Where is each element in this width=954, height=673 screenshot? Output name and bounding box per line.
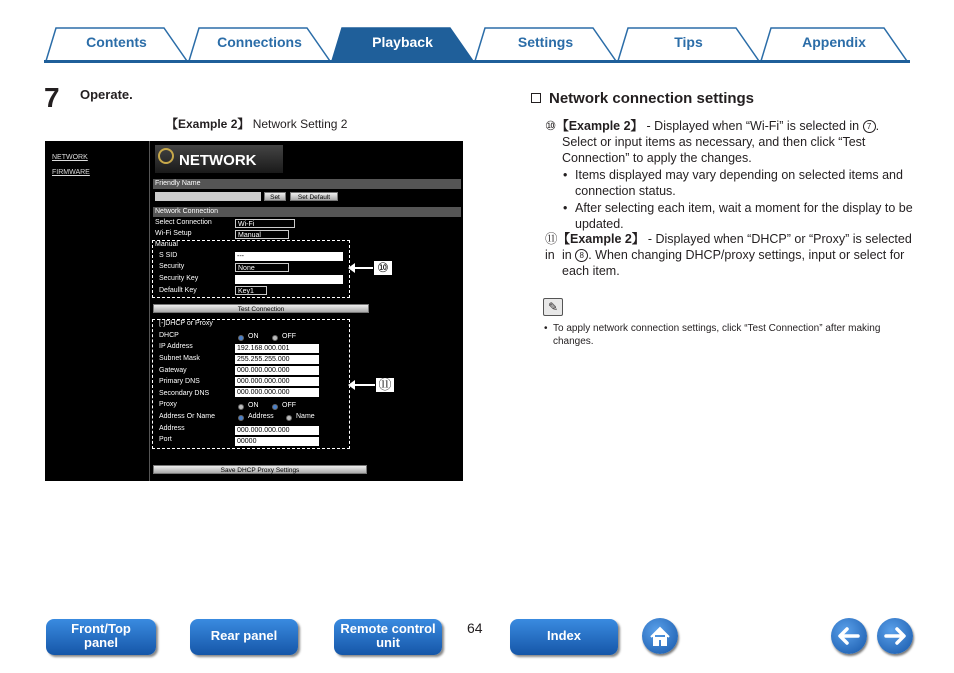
index-label: Index <box>547 628 581 643</box>
item-11-number: ⑪ <box>545 232 558 246</box>
dhcp-on-label: ON <box>248 333 259 340</box>
web-sidenav <box>45 141 150 481</box>
proxy-off-label: OFF <box>282 402 296 409</box>
dhcp-proxy-header: [-]DHCP or Proxy <box>159 320 213 327</box>
tab-contents[interactable] <box>44 26 189 61</box>
tab-playback-label: Playback <box>372 34 433 50</box>
address-or-name-label: Address Or Name <box>159 413 216 420</box>
nav-network-link[interactable]: NETWORK <box>52 154 88 161</box>
callout-11-arrow <box>353 384 375 386</box>
port-label: Port <box>159 436 172 443</box>
item-10-tag: 【Example 2】 <box>556 119 644 133</box>
tab-bar <box>44 26 910 62</box>
bullet-2: • After selecting each item, wait a moment for the display to be updated. <box>575 200 915 232</box>
port-input[interactable]: 00000 <box>235 437 319 446</box>
step-text: Operate. <box>80 87 133 102</box>
front-top-line1: Front/Top <box>71 621 131 636</box>
tab-playback[interactable] <box>330 26 475 61</box>
tab-connections-label: Connections <box>217 34 302 50</box>
checkbox-bullet-icon <box>531 93 541 103</box>
dhcp-off-label: OFF <box>282 333 296 340</box>
network-settings-screenshot <box>45 141 463 481</box>
address-radio[interactable] <box>238 415 244 421</box>
bullet-1: • Items displayed may vary depending on selected items and connection status. <box>575 167 915 199</box>
remote-control-unit-button[interactable] <box>334 619 442 655</box>
tab-appendix-label: Appendix <box>802 34 866 50</box>
item-10-number: ⑩ <box>545 119 557 133</box>
gateway-label: Gateway <box>159 367 187 374</box>
callout-10: ⑩ <box>373 260 393 276</box>
secondary-dns-input[interactable]: 000.000.000.000 <box>235 388 319 397</box>
security-label: Security <box>159 263 185 270</box>
home-icon <box>642 618 678 654</box>
proxy-label: Proxy <box>159 401 177 408</box>
address-label: Address <box>159 425 185 432</box>
step-number: 7 <box>44 82 60 113</box>
address-option-label: Address <box>248 413 274 420</box>
callout-10-arrow <box>353 267 373 269</box>
ip-address-label: IP Address <box>159 343 193 350</box>
note-text: • To apply network connection settings, click “Test Connection” after making changes. <box>553 322 893 348</box>
gateway-input[interactable]: 000.000.000.000 <box>235 366 319 375</box>
tab-settings-label: Settings <box>517 34 574 50</box>
security-key-input[interactable] <box>235 275 343 284</box>
network-connection-bar: Network Connection <box>153 207 461 217</box>
proxy-off-radio[interactable] <box>272 404 278 410</box>
tab-tips-label: Tips <box>674 34 703 50</box>
forward-button[interactable] <box>877 618 913 654</box>
ssid-label: S SID <box>159 252 178 259</box>
nav-firmware-link[interactable]: FIRMWARE <box>52 169 90 176</box>
page-number: 64 <box>467 620 483 636</box>
paragraph-11-continued: in 8 . When changing DHCP/proxy settings, input or select for each item. <box>562 248 905 278</box>
set-default-button[interactable]: Set Default <box>290 192 338 201</box>
wifi-setup-select[interactable]: Manual <box>235 230 289 239</box>
front-top-panel-button[interactable] <box>46 619 156 655</box>
dhcp-off-radio[interactable] <box>272 335 278 341</box>
section-title-text: Network connection settings <box>549 90 755 107</box>
primary-dns-input[interactable]: 000.000.000.000 <box>235 377 319 386</box>
ssid-input[interactable]: --- <box>235 252 343 261</box>
globe-icon <box>158 148 174 164</box>
subnet-mask-label: Subnet Mask <box>159 355 200 362</box>
select-connection-label: Select Connection <box>155 219 212 226</box>
name-option-label: Name <box>296 413 315 420</box>
network-title: NETWORK <box>179 152 257 169</box>
item-11-tag: 【Example 2】 <box>557 232 645 246</box>
default-key-label: Defaullt Key <box>159 287 197 294</box>
tab-connections[interactable] <box>187 26 332 61</box>
proxy-on-radio[interactable] <box>238 404 244 410</box>
name-radio[interactable] <box>286 415 292 421</box>
paragraph-10 <box>545 118 915 134</box>
home-button[interactable] <box>642 618 678 654</box>
tab-appendix[interactable] <box>759 26 909 61</box>
primary-dns-label: Primary DNS <box>159 378 200 385</box>
item-11-text1: - Displayed when “DHCP” or “Proxy” is selected in <box>545 232 912 262</box>
ref-8-icon: 8 <box>575 249 588 262</box>
ip-address-input[interactable]: 192.168.000.001 <box>235 344 319 353</box>
front-top-line2: panel <box>84 635 118 650</box>
example-caption <box>166 115 347 132</box>
item-11-text2: . When changing DHCP/proxy settings, input or select for each item. <box>562 248 905 278</box>
remote-line2: unit <box>376 635 400 650</box>
tab-contents-label: Contents <box>86 34 147 50</box>
paragraph-10-continued: Select or input items as necessary, and then click “Test Connection” to apply the changes. <box>562 135 866 165</box>
friendly-name-input[interactable] <box>155 192 261 201</box>
tab-underline <box>44 60 910 63</box>
address-input[interactable]: 000.000.000.000 <box>235 426 319 435</box>
example-caption-text: Network Setting 2 <box>252 117 348 131</box>
callout-11: ⑪ <box>375 377 395 393</box>
ref-7-icon: 7 <box>863 120 876 133</box>
subnet-mask-input[interactable]: 255.255.255.000 <box>235 355 319 364</box>
tab-tips[interactable] <box>616 26 761 61</box>
back-button[interactable] <box>831 618 867 654</box>
security-key-label: Security Key <box>159 275 199 282</box>
manual-label: Manual <box>155 241 178 248</box>
friendly-name-bar: Friendly Name <box>153 179 461 189</box>
tab-settings[interactable] <box>473 26 618 61</box>
security-select[interactable]: None <box>235 263 289 272</box>
item-10-text2: . <box>875 119 880 133</box>
arrow-left-icon <box>831 618 867 654</box>
secondary-dns-label: Secondary DNS <box>159 390 210 397</box>
save-dhcp-proxy-button[interactable]: Save DHCP Proxy Settings <box>153 465 367 474</box>
network-header <box>155 145 283 173</box>
arrow-right-icon <box>877 618 913 654</box>
index-button[interactable] <box>510 619 618 655</box>
section-title <box>531 90 754 107</box>
proxy-on-label: ON <box>248 402 259 409</box>
dhcp-label: DHCP <box>159 332 179 339</box>
example-tag: 【Example 2】 <box>166 117 250 131</box>
dhcp-on-radio[interactable] <box>238 335 244 341</box>
default-key-select[interactable]: Key1 <box>235 286 267 295</box>
select-connection-select[interactable]: Wi-Fi <box>235 219 295 228</box>
set-button[interactable]: Set <box>264 192 286 201</box>
pencil-note-icon: ✎ <box>543 298 563 316</box>
remote-line1: Remote control <box>340 621 436 636</box>
rear-panel-label: Rear panel <box>210 628 278 643</box>
item-10-text1: - Displayed when “Wi-Fi” is selected in <box>643 119 863 133</box>
test-connection-button[interactable]: Test Connection <box>153 304 369 313</box>
rear-panel-button[interactable] <box>190 619 298 655</box>
wifi-setup-label: Wi-Fi Setup <box>155 230 192 237</box>
